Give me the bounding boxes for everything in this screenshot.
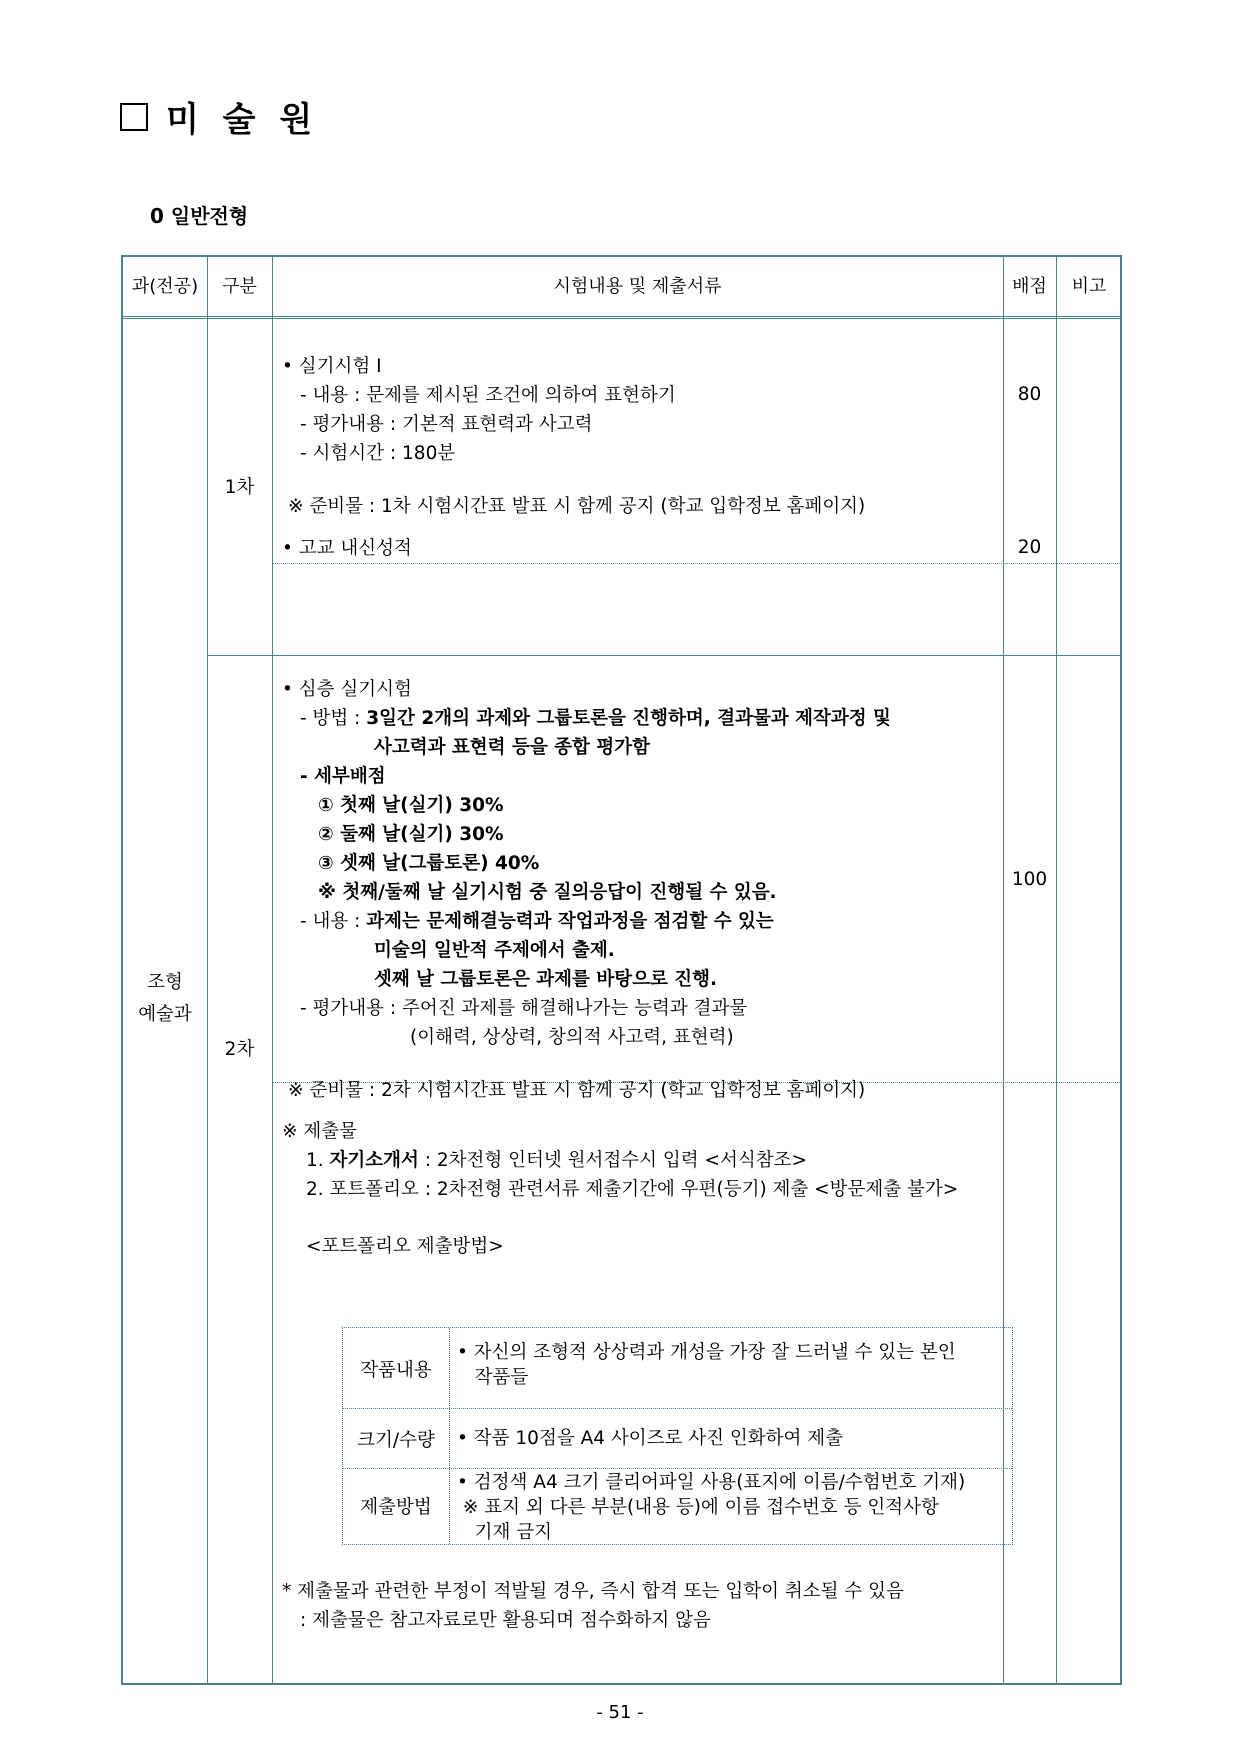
detail-label: - 세부배점 xyxy=(300,766,386,787)
stage2-exam-content xyxy=(282,675,891,1105)
portfolio-value xyxy=(457,1426,1008,1451)
portfolio-divider xyxy=(449,1328,450,1544)
detail-item: ① 첫째 날(실기) 30% xyxy=(318,795,504,816)
portfolio-line: • 검정색 A4 크기 클리어파일 사용(표지에 이름/수험번호 기재) xyxy=(457,1472,966,1493)
stage1-exam-score: 80 xyxy=(1017,384,1042,405)
portfolio-row-separator xyxy=(343,1408,1012,1409)
table-divider xyxy=(207,257,208,1683)
row-separator xyxy=(272,563,1120,564)
warning-line: : 제출물은 참고자료로만 활용되며 점수화하지 않음 xyxy=(300,1610,711,1631)
portfolio-value xyxy=(457,1470,1008,1545)
header-score: 배점 xyxy=(1012,276,1047,297)
page-title xyxy=(120,92,318,141)
method-line xyxy=(282,704,891,733)
page-title-text: 미 술 원 xyxy=(166,100,319,140)
content-text: 과제는 문제해결능력과 작업과정을 점검할 수 있는 xyxy=(366,911,774,932)
stage1-exam-content xyxy=(282,352,865,521)
method-line: 사고력과 표현력 등을 종합 평가함 xyxy=(374,737,650,758)
item-text: : 2차전형 인터넷 원서접수시 입력 <서식참조> xyxy=(418,1150,808,1171)
content-line: 셋째 날 그룹토론은 과제를 바탕으로 진행. xyxy=(374,969,718,990)
method-label: - 방법 : xyxy=(300,708,367,729)
eval-line: (이해력, 상상력, 창의적 사고력, 표현력) xyxy=(410,1027,734,1048)
item-prefix: 1. xyxy=(306,1150,330,1171)
content-line xyxy=(282,907,891,936)
submission-item: 2. 포트폴리오 : 2차전형 관련서류 제출기간에 우편(등기) 제출 <방문제출 불가> xyxy=(306,1179,959,1200)
portfolio-value xyxy=(457,1340,1008,1390)
admission-table xyxy=(121,255,1122,1685)
exam-bullet: • 실기시험 Ⅰ xyxy=(282,356,382,377)
exam-note: ※ 준비물 : 2차 시험시간표 발표 시 함께 공지 (학교 입학정보 홈페이지) xyxy=(288,1080,866,1101)
submission-warning xyxy=(282,1577,904,1635)
header-content: 시험내용 및 제출서류 xyxy=(553,276,722,297)
item-bold: 자기소개서 xyxy=(329,1150,419,1171)
department-name xyxy=(123,967,207,1031)
portfolio-table xyxy=(342,1327,1013,1545)
portfolio-line: • 작품 10점을 A4 사이즈로 사진 인화하여 제출 xyxy=(457,1428,843,1449)
portfolio-label: 크기/수량 xyxy=(357,1430,435,1451)
eval-line: - 평가내용 : 주어진 과제를 해결해나가는 능력과 결과물 xyxy=(300,998,748,1019)
checkbox-square-icon xyxy=(120,103,148,131)
warning-line: * 제출물과 관련한 부정이 적발될 경우, 즉시 합격 또는 입학이 취소될 수 있음 xyxy=(282,1581,904,1602)
header-stage: 구분 xyxy=(222,276,257,297)
row-separator xyxy=(207,655,1120,656)
submission-content xyxy=(282,1117,958,1261)
page-number: - 51 - xyxy=(596,1702,644,1723)
portfolio-row-separator xyxy=(343,1468,1012,1469)
exam-line: - 평가내용 : 기본적 표현력과 사고력 xyxy=(300,414,593,435)
header-department: 과(전공) xyxy=(131,276,199,297)
header-separator xyxy=(123,316,1120,319)
portfolio-line: ※ 표지 외 다른 부분(내용 등)에 이름 접수번호 등 인적사항 xyxy=(457,1497,939,1518)
submission-title: ※ 제출물 xyxy=(282,1121,357,1142)
stage1-label: 1차 xyxy=(224,477,255,498)
department-line: 예술과 xyxy=(138,1004,192,1025)
content-line: 미술의 일반적 주제에서 출제. xyxy=(374,940,615,961)
header-remarks: 비고 xyxy=(1071,276,1107,297)
table-divider xyxy=(1056,257,1057,1683)
exam-line: - 시험시간 : 180분 xyxy=(300,443,456,464)
detail-note: ※ 첫째/둘째 날 실기시험 중 질의응답이 진행될 수 있음. xyxy=(318,882,777,903)
section-subtitle: 0 일반전형 xyxy=(150,204,249,228)
portfolio-label: 제출방법 xyxy=(360,1497,432,1518)
stage1-grades: • 고교 내신성적 xyxy=(282,538,412,559)
portfolio-title: <포트폴리오 제출방법> xyxy=(306,1236,504,1257)
stage2-exam-score: 100 xyxy=(1011,869,1048,890)
table-divider xyxy=(272,257,273,1683)
department-line: 조형 xyxy=(147,972,183,993)
detail-item: ③ 셋째 날(그룹토론) 40% xyxy=(318,853,540,874)
exam-line: - 내용 : 문제를 제시된 조건에 의하여 표현하기 xyxy=(300,385,676,406)
content-label: - 내용 : xyxy=(300,911,367,932)
stage2-label: 2차 xyxy=(224,1039,255,1060)
portfolio-line: 기재 금지 xyxy=(457,1522,553,1543)
portfolio-line: • 자신의 조형적 상상력과 개성을 가장 잘 드러낼 수 있는 본인 xyxy=(457,1342,956,1363)
exam-note: ※ 준비물 : 1차 시험시간표 발표 시 함께 공지 (학교 입학정보 홈페이지) xyxy=(288,496,866,517)
portfolio-label: 작품내용 xyxy=(360,1360,432,1381)
submission-item xyxy=(282,1146,958,1175)
detail-item: ② 둘째 날(실기) 30% xyxy=(318,824,504,845)
method-text: 3일간 2개의 과제와 그룹토론을 진행하며, 결과물과 제작과정 및 xyxy=(366,708,891,729)
exam-bullet: • 심층 실기시험 xyxy=(282,679,412,700)
stage1-grades-score: 20 xyxy=(1017,537,1042,558)
portfolio-line: 작품들 xyxy=(457,1367,529,1388)
